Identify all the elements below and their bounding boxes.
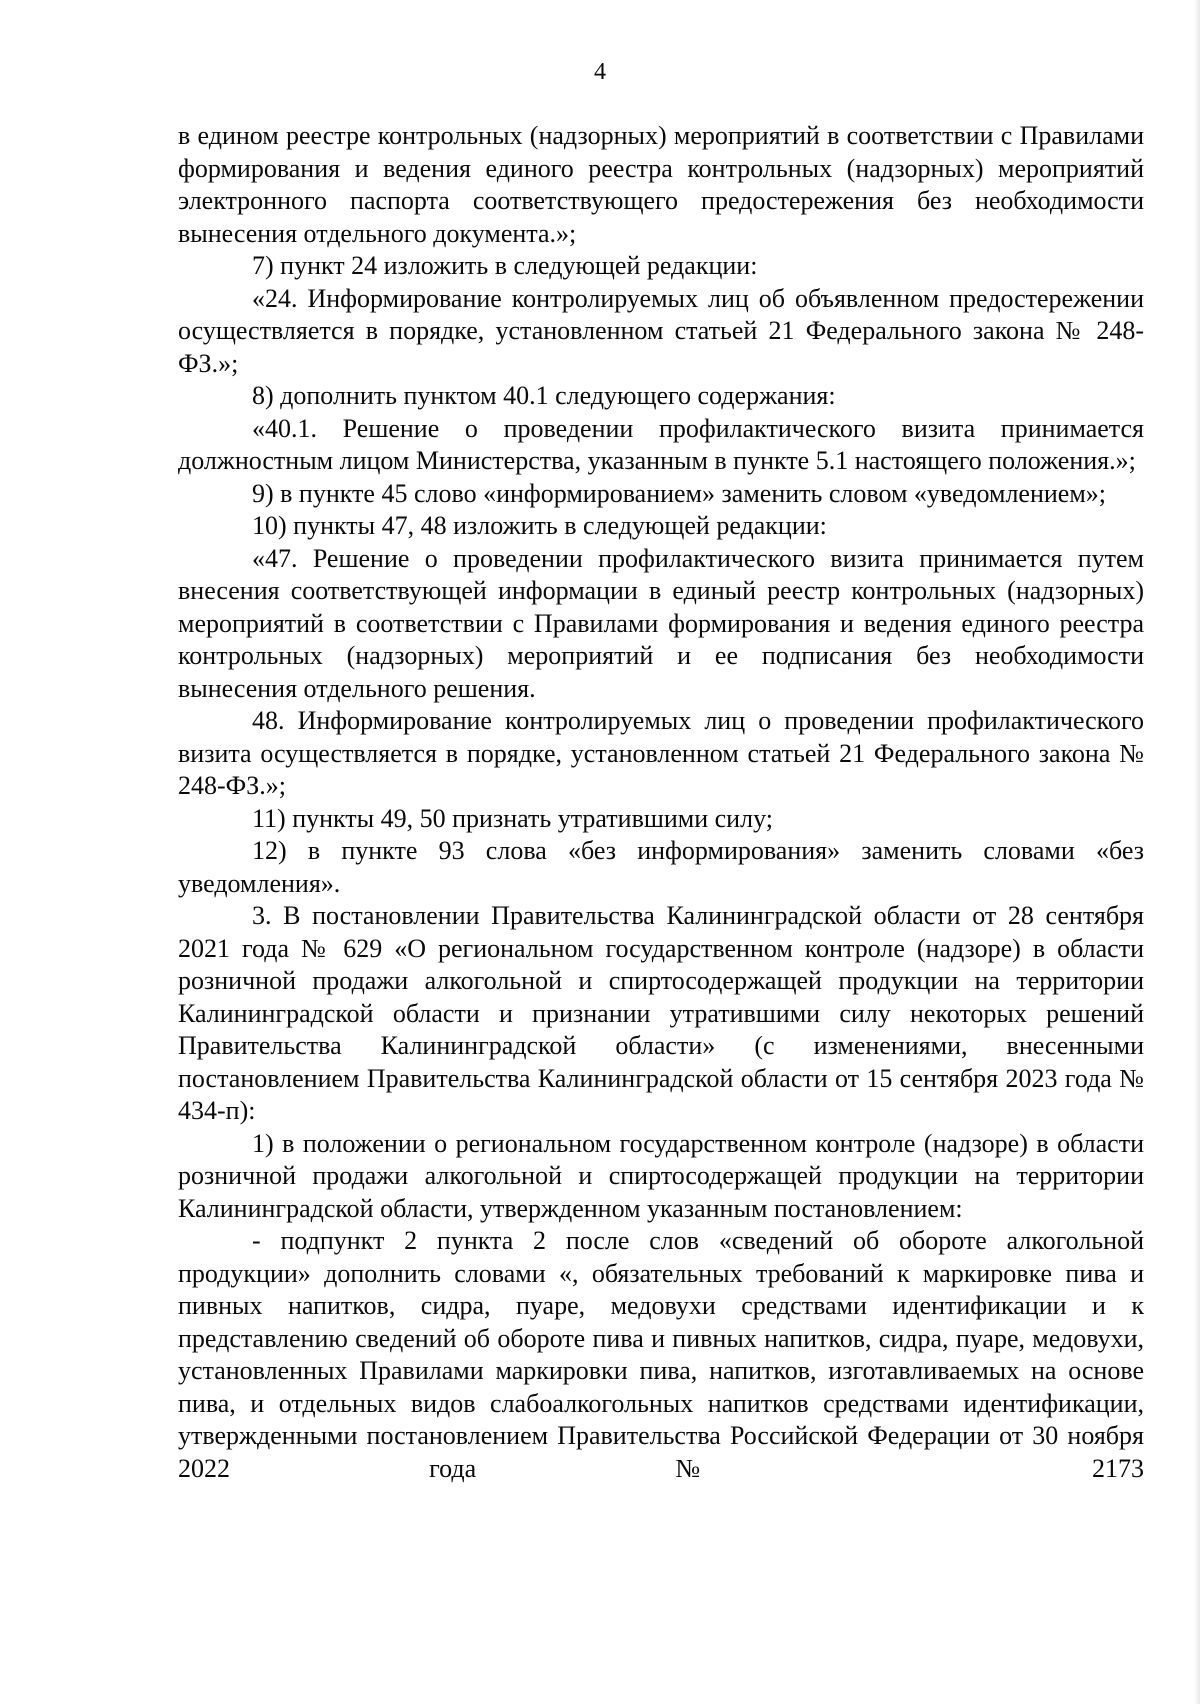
paragraph-point-24: «24. Информирование контролируемых лиц об объявленном предостережении осуществляется в порядке, установленном статьей 21 Федерального закона № 248-ФЗ.»;	[178, 283, 1144, 378]
paragraph-section-3: 3. В постановлении Правительства Калининградской области от 28 сентября 2021 года № 629 «О региональном государственном контроле (надзоре) в области розничной продажи алкогольной и спиртосодержащей продукции на территории Калининградской области и признании утратившими силу некоторых решений Правительства Калининградской области» (с изменениями, внесенными постановлением Правительства Калининградской области от 15 сентября 2023 года № 434-п):	[178, 901, 1144, 1125]
paragraph-point-47: «47. Решение о проведении профилактического визита принимается путем внесения соответствующей информации в единый реестр контрольных (надзорных) мероприятий в соответствии с Правилами формирования и ведения единого реестра контрольных (надзорных) мероприятий и ее подписания без необходимости вынесения отдельного решения.	[178, 543, 1144, 703]
paragraph-subitem-1: 1) в положении о региональном государственном контроле (надзоре) в области розничной продажи алкогольной и спиртосодержащей продукции на территории Калининградской области, утвержденном указанным постановлением:	[178, 1128, 1144, 1223]
paragraph-item-7: 7) пункт 24 изложить в следующей редакции:	[252, 251, 758, 280]
paragraph-item-8: 8) дополнить пунктом 40.1 следующего содержания:	[252, 381, 836, 410]
paragraph-subpoint-2: - подпункт 2 пункта 2 после слов «сведений об обороте алкогольной продукции» дополнить словами «, обязательных требований к маркировке пива и пивных напитков, сидра, пуаре, медовухи средствами идентификации и к представлению сведений об обороте пива и пивных напитков, сидра, пуаре, медовухи, установленных Правилами маркировки пива, напитков, изготавливаемых на основе пива, и отдельных видов слабоалкогольных напитков средствами идентификации, утвержденными постановлением Правительства Российской Федерации от 30 ноября 2022 года № 2173	[178, 1226, 1144, 1483]
paragraph-item-11: 11) пункты 49, 50 признать утратившими силу;	[252, 803, 773, 833]
paragraph-item-12: 12) в пункте 93 слова «без информирования» заменить словами «без уведомления».	[178, 836, 1144, 898]
document-body	[178, 120, 1144, 1485]
paragraph-continuation: в едином реестре контрольных (надзорных) мероприятий в соответствии с Правилами формирования и ведения единого реестра контрольных (надзорных) мероприятий электронного паспорта соответствующего предостережения без необходимости вынесения отдельного документа.»;	[178, 121, 1144, 248]
page-number: 4	[594, 59, 606, 85]
scan-edge-shadow	[1194, 0, 1200, 1704]
paragraph-point-40-1: «40.1. Решение о проведении профилактического визита принимается должностным лицом Министерства, указанным в пункте 5.1 настоящего положения.»;	[178, 413, 1144, 475]
paragraph-point-48: 48. Информирование контролируемых лиц о проведении профилактического визита осуществляется в порядке, установленном статьей 21 Федерального закона № 248-ФЗ.»;	[178, 706, 1144, 800]
paragraph-item-9: 9) в пункте 45 слово «информированием» заменить словом «уведомлением»;	[252, 478, 1107, 508]
paragraph-item-10: 10) пункты 47, 48 изложить в следующей редакции:	[252, 511, 827, 540]
